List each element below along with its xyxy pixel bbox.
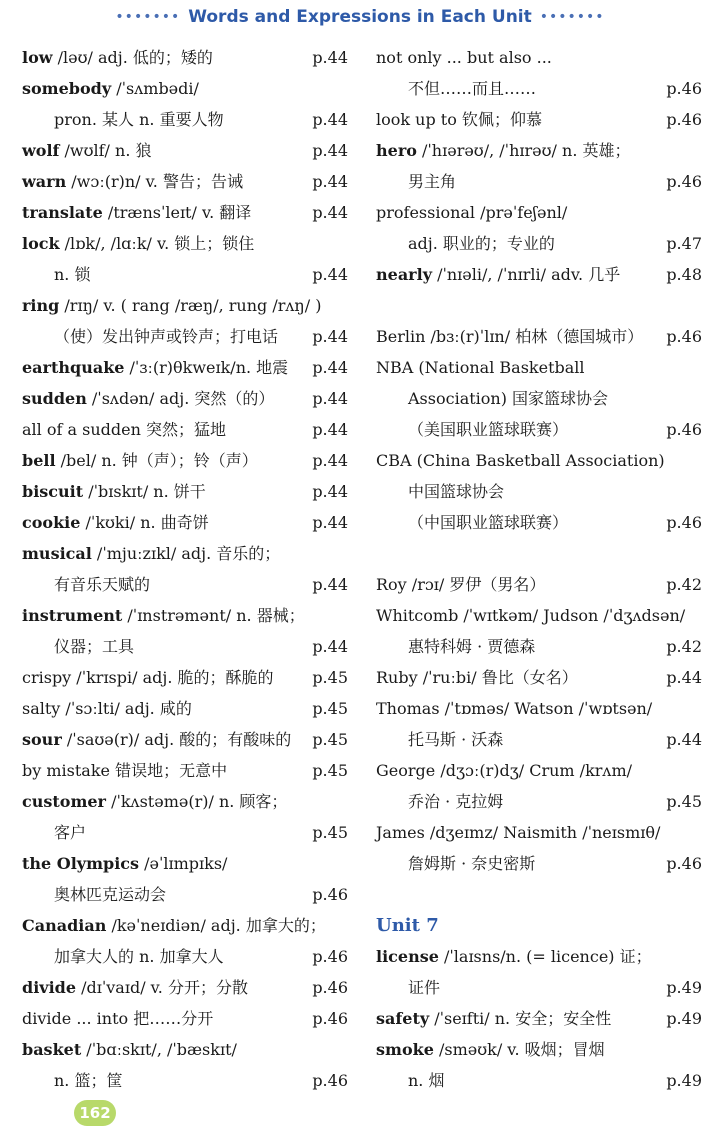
definition: adj. 职业的；专业的 xyxy=(408,234,555,253)
entry-line xyxy=(376,724,702,755)
definition: Association) 国家篮球协会 xyxy=(408,389,609,408)
entry-line xyxy=(376,383,702,414)
header-dots-left: ••••••• xyxy=(115,9,181,25)
headword: sudden xyxy=(22,389,87,408)
entry-line xyxy=(376,941,702,972)
page-reference: p.44 xyxy=(666,730,702,749)
headword: somebody xyxy=(22,79,112,98)
entry-line xyxy=(376,786,702,817)
definition: /ˈlaɪsns/n. (= licence) 证； xyxy=(438,947,652,966)
headword: low xyxy=(22,48,53,67)
headword: nearly xyxy=(376,265,432,284)
definition: CBA (China Basketball Association) xyxy=(376,451,665,470)
definition: /ˈmjuːzɪkl/ adj. 音乐的； xyxy=(91,544,281,563)
page-reference: p.44 xyxy=(312,513,348,532)
page-reference: p.49 xyxy=(666,1009,702,1028)
page-reference: p.44 xyxy=(312,482,348,501)
page-reference: p.46 xyxy=(312,947,348,966)
headword: hero xyxy=(376,141,417,160)
definition: pron. 某人 n. 重要人物 xyxy=(54,110,224,129)
definition: （美国职业篮球联赛） xyxy=(408,420,569,439)
entry-line xyxy=(376,73,702,104)
definition: 仪器；工具 xyxy=(54,637,135,656)
definition: /wʊlf/ n. 狼 xyxy=(59,141,152,160)
page-reference: p.47 xyxy=(666,234,702,253)
definition: James /dʒeɪmz/ Naismith /ˈneɪsmɪθ/ xyxy=(376,823,661,842)
definition: /dɪˈvaɪd/ v. 分开；分散 xyxy=(76,978,248,997)
entry-line xyxy=(22,972,348,1003)
entry-line xyxy=(22,1034,348,1065)
definition: /kəˈneɪdiən/ adj. 加拿大的； xyxy=(106,916,326,935)
entry-line xyxy=(376,817,702,848)
entry-line xyxy=(22,73,348,104)
entry-line xyxy=(22,817,348,848)
page-reference: p.49 xyxy=(666,978,702,997)
page-reference: p.46 xyxy=(312,1071,348,1090)
definition: 奥林匹克运动会 xyxy=(54,885,167,904)
entry-line xyxy=(376,166,702,197)
entry-line xyxy=(22,42,348,73)
headword: warn xyxy=(22,172,67,191)
headword: divide xyxy=(22,978,77,997)
definition: Berlin /bɜː(r)ˈlɪn/ 柏林（德国城市） xyxy=(376,327,644,346)
entry-line xyxy=(22,755,348,786)
definition: by mistake 错误地；无意中 xyxy=(22,761,228,780)
entry-line xyxy=(22,383,348,414)
definition: 乔治 · 克拉姆 xyxy=(408,792,504,811)
page-reference: p.44 xyxy=(312,451,348,470)
definition: /ˈseɪfti/ n. 安全；安全性 xyxy=(429,1009,612,1028)
definition: professional /prəˈfeʃənl/ xyxy=(376,203,568,222)
definition: 客户 xyxy=(54,823,87,842)
entry-line xyxy=(22,879,348,910)
entry-line xyxy=(376,631,702,662)
entry-line xyxy=(22,352,348,383)
entry-line xyxy=(376,42,702,73)
definition: 不但……而且…… xyxy=(408,79,537,98)
unit-heading: Unit 7 xyxy=(376,915,439,936)
definition: /ləʊ/ adj. 低的；矮的 xyxy=(52,48,213,67)
right-column xyxy=(376,42,702,1096)
entry-line xyxy=(376,197,702,228)
definition: /ˈsaʊə(r)/ adj. 酸的；有酸味的 xyxy=(61,730,292,749)
entry-line xyxy=(376,321,702,352)
page-reference: p.44 xyxy=(312,110,348,129)
left-column xyxy=(22,42,348,1096)
entry-line xyxy=(22,259,348,290)
page-reference: p.45 xyxy=(312,761,348,780)
headword: bell xyxy=(22,451,56,470)
page-reference: p.44 xyxy=(312,358,348,377)
definition: 男主角 xyxy=(408,172,457,191)
headword: cookie xyxy=(22,513,81,532)
entry-line xyxy=(376,1065,702,1096)
entry-line xyxy=(376,879,702,910)
entry-line xyxy=(376,662,702,693)
page-reference: p.45 xyxy=(312,699,348,718)
page-reference: p.46 xyxy=(312,1009,348,1028)
headword: the Olympics xyxy=(22,854,140,873)
definition: salty /ˈsɔːlti/ adj. 咸的 xyxy=(22,699,192,718)
headword: basket xyxy=(22,1040,82,1059)
entry-line xyxy=(22,197,348,228)
definition: /sməʊk/ v. 吸烟；冒烟 xyxy=(433,1040,605,1059)
definition: crispy /ˈkrɪspi/ adj. 脆的；酥脆的 xyxy=(22,668,274,687)
definition: Whitcomb /ˈwɪtkəm/ Judson /ˈdʒʌdsən/ xyxy=(376,606,686,625)
entry-line xyxy=(22,321,348,352)
header-dots-right: ••••••• xyxy=(539,9,605,25)
entry-line xyxy=(22,538,348,569)
definition: （中国职业篮球联赛） xyxy=(408,513,569,532)
headword: lock xyxy=(22,234,60,253)
page-reference: p.44 xyxy=(312,172,348,191)
definition: /ˈsʌmbədi/ xyxy=(111,79,199,98)
definition: 托马斯 · 沃森 xyxy=(408,730,504,749)
entry-line xyxy=(22,848,348,879)
entry-line xyxy=(376,693,702,724)
definition: /əˈlɪmpɪks/ xyxy=(139,854,228,873)
definition: /ˈbɪskɪt/ n. 饼干 xyxy=(83,482,206,501)
page-reference: p.44 xyxy=(312,420,348,439)
page-header xyxy=(0,0,720,34)
headword: wolf xyxy=(22,141,60,160)
headword: ring xyxy=(22,296,60,315)
page-reference: p.44 xyxy=(312,637,348,656)
page-reference: p.46 xyxy=(312,885,348,904)
page-reference: p.46 xyxy=(666,854,702,873)
definition: all of a sudden 突然；猛地 xyxy=(22,420,226,439)
entry-line xyxy=(22,724,348,755)
definition: /trænsˈleɪt/ v. 翻译 xyxy=(102,203,252,222)
entry-line xyxy=(376,104,702,135)
entry-line xyxy=(22,693,348,724)
page-reference: p.42 xyxy=(666,637,702,656)
definition: /ˈkʊki/ n. 曲奇饼 xyxy=(80,513,209,532)
page-reference: p.46 xyxy=(666,513,702,532)
entry-line xyxy=(376,228,702,259)
entry-line xyxy=(22,569,348,600)
headword: Canadian xyxy=(22,916,107,935)
definition: /wɔː(r)n/ v. 警告；告诫 xyxy=(66,172,243,191)
headword: sour xyxy=(22,730,62,749)
entry-line xyxy=(22,910,348,941)
page-reference: p.46 xyxy=(666,327,702,346)
entry-line xyxy=(376,538,702,569)
entry-line xyxy=(376,259,702,290)
page-reference: p.49 xyxy=(666,1071,702,1090)
entry-line xyxy=(22,1065,348,1096)
entry-line xyxy=(22,290,348,321)
headword: translate xyxy=(22,203,103,222)
definition: 惠特科姆 · 贾德森 xyxy=(408,637,536,656)
entry-line xyxy=(376,352,702,383)
page-reference: p.42 xyxy=(666,575,702,594)
definition: /ˈbɑːskɪt/, /ˈbæskɪt/ xyxy=(81,1040,237,1059)
entry-line xyxy=(376,1003,702,1034)
page-reference: p.44 xyxy=(312,141,348,160)
definition: 加拿大人的 n. 加拿大人 xyxy=(54,947,224,966)
headword: musical xyxy=(22,544,92,563)
definition: Thomas /ˈtɒməs/ Watson /ˈwɒtsən/ xyxy=(376,699,653,718)
definition: /ˈɪnstrəmənt/ n. 器械； xyxy=(122,606,305,625)
definition: /ˈɜː(r)θkweɪk/n. 地震 xyxy=(124,358,289,377)
definition: n. 烟 xyxy=(408,1071,445,1090)
entry-line xyxy=(22,445,348,476)
page-reference: p.44 xyxy=(312,203,348,222)
entry-line xyxy=(22,507,348,538)
page-reference: p.45 xyxy=(666,792,702,811)
definition: NBA (National Basketball xyxy=(376,358,585,377)
definition: n. 篮；筐 xyxy=(54,1071,123,1090)
entry-line xyxy=(22,662,348,693)
entry-line xyxy=(22,166,348,197)
entry-line xyxy=(376,972,702,1003)
entry-line xyxy=(22,941,348,972)
page-reference: p.44 xyxy=(312,327,348,346)
headword: customer xyxy=(22,792,106,811)
entry-line xyxy=(376,414,702,445)
definition: 詹姆斯 · 奈史密斯 xyxy=(408,854,536,873)
definition: George /dʒɔː(r)dʒ/ Crum /krʌm/ xyxy=(376,761,633,780)
page-reference: p.46 xyxy=(666,79,702,98)
headword: instrument xyxy=(22,606,123,625)
entry-line xyxy=(376,135,702,166)
definition: /ˈhɪərəʊ/, /ˈhɪrəʊ/ n. 英雄； xyxy=(416,141,631,160)
definition: （使）发出钟声或铃声；打电话 xyxy=(54,327,279,346)
header-title: Words and Expressions in Each Unit xyxy=(188,7,532,27)
page-reference: p.45 xyxy=(312,730,348,749)
entry-line xyxy=(376,445,702,476)
entry-line xyxy=(22,476,348,507)
definition: 中国篮球协会 xyxy=(408,482,505,501)
definition: n. 锁 xyxy=(54,265,91,284)
headword: safety xyxy=(376,1009,430,1028)
headword: biscuit xyxy=(22,482,84,501)
page-reference: p.45 xyxy=(312,823,348,842)
definition: /ˈnɪəli/, /ˈnɪrli/ adv. 几乎 xyxy=(431,265,621,284)
entry-line xyxy=(376,755,702,786)
definition: /lɒk/, /lɑːk/ v. 锁上；锁住 xyxy=(59,234,255,253)
definition: /ˈsʌdən/ adj. 突然（的） xyxy=(86,389,275,408)
definition: /ˈkʌstəmə(r)/ n. 顾客； xyxy=(105,792,288,811)
headword: earthquake xyxy=(22,358,125,377)
entry-line xyxy=(22,135,348,166)
definition: divide ... into 把……分开 xyxy=(22,1009,214,1028)
headword: license xyxy=(376,947,439,966)
entry-line xyxy=(376,600,702,631)
entry-line xyxy=(376,507,702,538)
entry-line xyxy=(22,1003,348,1034)
definition: /bel/ n. 钟（声）；铃（声） xyxy=(55,451,258,470)
entry-line xyxy=(22,786,348,817)
page-reference: p.44 xyxy=(312,389,348,408)
page-reference: p.44 xyxy=(312,575,348,594)
page-reference: p.46 xyxy=(312,978,348,997)
entry-line xyxy=(376,476,702,507)
definition: not only ... but also ... xyxy=(376,48,552,67)
definition: Roy /rɔɪ/ 罗伊（男名） xyxy=(376,575,546,594)
page-reference: p.48 xyxy=(666,265,702,284)
definition: look up to 钦佩；仰慕 xyxy=(376,110,542,129)
entry-line xyxy=(22,600,348,631)
entry-line xyxy=(22,228,348,259)
entry-line xyxy=(22,631,348,662)
page-number-badge: 162 xyxy=(74,1100,116,1126)
entry-line xyxy=(376,290,702,321)
page-reference: p.44 xyxy=(312,265,348,284)
entry-line xyxy=(376,569,702,600)
definition: 有音乐天赋的 xyxy=(54,575,151,594)
definition: 证件 xyxy=(408,978,441,997)
page-reference: p.44 xyxy=(312,48,348,67)
entry-line xyxy=(22,414,348,445)
page-reference: p.46 xyxy=(666,110,702,129)
headword: smoke xyxy=(376,1040,434,1059)
page-reference: p.45 xyxy=(312,668,348,687)
page-reference: p.44 xyxy=(666,668,702,687)
entry-line xyxy=(22,104,348,135)
page-reference: p.46 xyxy=(666,172,702,191)
definition: /rɪŋ/ v. ( rang /ræŋ/, rung /rʌŋ/ ) xyxy=(59,296,322,315)
definition: Ruby /ˈruːbi/ 鲁比（女名） xyxy=(376,668,578,687)
page-reference: p.46 xyxy=(666,420,702,439)
entry-line xyxy=(376,848,702,879)
entry-line xyxy=(376,1034,702,1065)
